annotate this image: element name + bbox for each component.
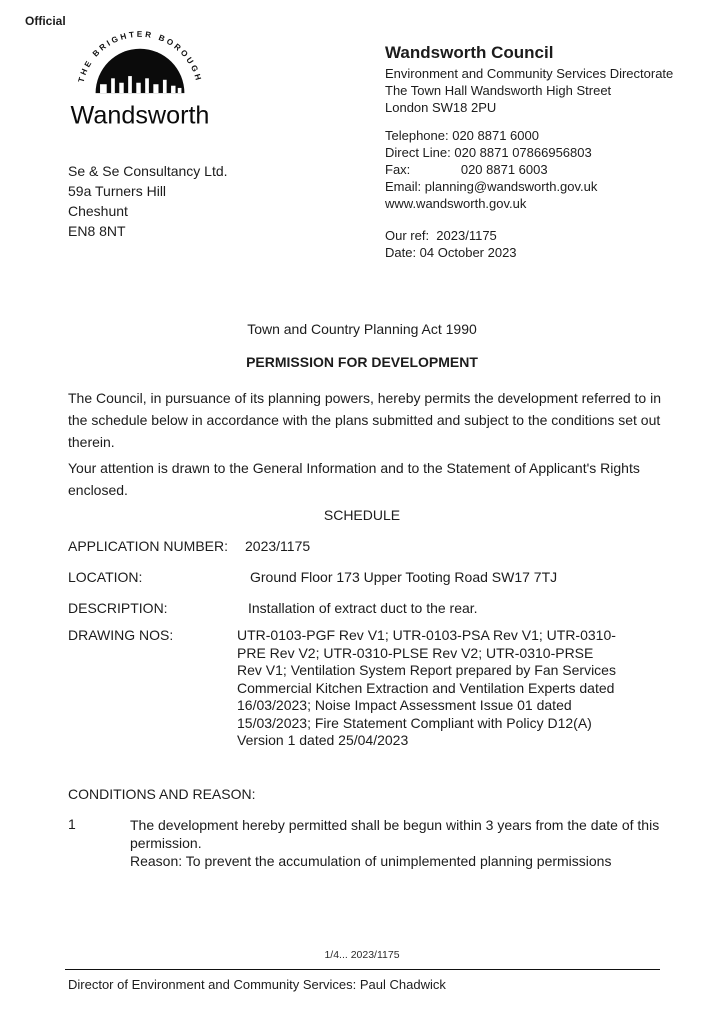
permission-paragraph: The Council, in pursuance of its planning powers, hereby permits the development referred to in the schedule below in accordance with the plans submitted and subject to the conditions set out therein.: [68, 390, 661, 450]
location-label: LOCATION:: [68, 569, 143, 585]
council-address-line: Environment and Community Services Directorate: [385, 66, 674, 81]
schedule-title: SCHEDULE: [323, 507, 401, 523]
footer-divider: [65, 969, 660, 970]
addressee-town: Cheshunt: [68, 203, 128, 219]
date-line: Date: 04 October 2023: [385, 245, 517, 260]
direct-line: Direct Line: 020 8871 07866956803: [385, 145, 592, 160]
drawing-nos-label: DRAWING NOS:: [68, 627, 174, 643]
location-value: Ground Floor 173 Upper Tooting Road SW17 7TJ: [250, 569, 558, 585]
council-contact: [385, 127, 597, 212]
condition-text: The development hereby permitted shall be begun within 3 years from the date of this permission.: [130, 817, 660, 851]
director-signature-line: Director of Environment and Community Services: Paul Chadwick: [68, 977, 446, 992]
application-number-value: 2023/1175: [245, 538, 311, 554]
council-address-line: London SW18 2PU: [385, 100, 497, 115]
application-number-label: APPLICATION NUMBER:: [68, 538, 228, 554]
description-label: DESCRIPTION:: [68, 600, 168, 616]
logo-wordmark: Wandsworth: [70, 101, 210, 130]
description-value: Installation of extract duct to the rear.: [248, 600, 478, 616]
website-line: www.wandsworth.gov.uk: [385, 196, 527, 211]
condition-number: 1: [68, 816, 76, 832]
reference-block: [385, 227, 517, 261]
addressee-name: Se & Se Consultancy Ltd.: [68, 163, 228, 179]
addressee-street: 59a Turners Hill: [68, 183, 167, 199]
condition-body: [130, 816, 675, 870]
council-address-line: The Town Hall Wandsworth High Street: [385, 83, 612, 98]
wandsworth-logo-svg: [66, 16, 214, 131]
wandsworth-logo: [66, 16, 214, 136]
council-name: Wandsworth Council: [385, 43, 554, 62]
addressee-postcode: EN8 8NT: [68, 223, 126, 239]
drawing-nos-value: UTR-0103-PGF Rev V1; UTR-0103-PSA Rev V1; UTR-0310-PRE Rev V2; UTR-0310-PLSE Rev V2; UTR-0310-PRSE Rev V1; Ventilation System Report prepared by Fan Services Commercial Kitchen Extraction and Ventilation Experts dated 16/03/2023; Noise Impact Assessment Issue 01 dated 15/03/2023; Fire Statement Compliant with Policy D12(A) Version 1 dated 25/04/2023: [237, 627, 616, 748]
act-title: Town and Country Planning Act 1990: [247, 321, 477, 337]
council-header: [385, 42, 673, 116]
logo-arch-text: THE BRIGHTER BOROUGH: [76, 29, 204, 84]
telephone-line: Telephone: 020 8871 6000: [385, 128, 539, 143]
conditions-title: CONDITIONS AND REASON:: [68, 786, 256, 802]
addressee-block: [68, 161, 228, 241]
official-marking: Official: [25, 14, 66, 28]
permission-title: PERMISSION FOR DEVELOPMENT: [246, 354, 478, 370]
fax-line: Fax: 020 8871 6003: [385, 162, 548, 177]
attention-paragraph: Your attention is drawn to the General Information and to the Statement of Applicant's Rights enclosed.: [68, 460, 640, 498]
email-line: Email: planning@wandsworth.gov.uk: [385, 179, 598, 194]
condition-reason: Reason: To prevent the accumulation of unimplemented planning permissions: [130, 853, 612, 869]
page-number-ref: 1/4... 2023/1175: [324, 949, 400, 961]
our-ref-line: Our ref: 2023/1175: [385, 228, 497, 243]
